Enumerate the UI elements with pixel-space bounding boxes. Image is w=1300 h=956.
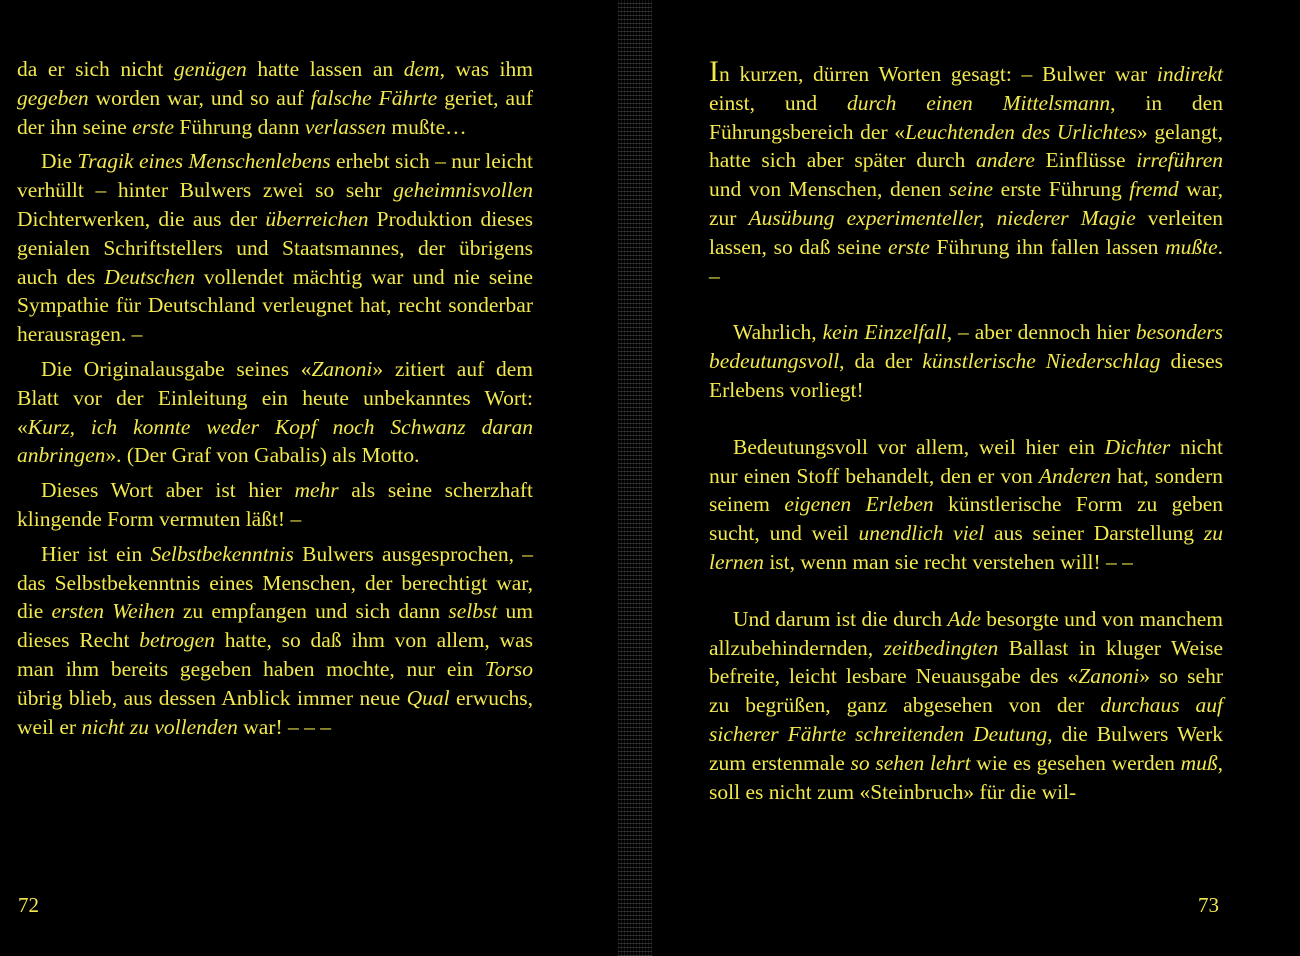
right-page-text — [709, 55, 1224, 834]
emphasis-text: besonders bedeutungsvoll — [709, 320, 1223, 374]
drop-cap: I — [709, 55, 719, 88]
emphasis-text: Ausübung experimenteller, niederer Magie — [748, 205, 1136, 230]
emphasis-text: erste — [888, 234, 930, 259]
emphasis-text: gegeben — [17, 85, 89, 110]
emphasis-text: Zanoni — [311, 356, 373, 381]
left-paragraph: da er sich nicht genügen hatte lassen an dem, was ihm gegeben worden war, und so auf falsche Fährte geriet, auf der ihn seine erste Führung dann verlassen mußte… — [17, 57, 533, 139]
emphasis-text: eigenen Erleben — [784, 492, 934, 517]
emphasis-text: zeitbedingten — [883, 635, 999, 660]
emphasis-text: Torso — [484, 656, 533, 681]
emphasis-text: Anderen — [1038, 463, 1111, 488]
emphasis-text: indirekt — [1156, 62, 1223, 86]
emphasis-text: seine — [948, 177, 994, 202]
left-paragraph: Die Tragik eines Menschenlebens erhebt sich – nur leicht verhüllt – hinter Bulwers zwei so sehr geheimnisvollen Dichterwerken, die aus der überreichen Produktion dieses genialen Schriftstellers und Staatsmannes, der übrigens auch des Deutschen vollendet mächtig war und nie seine Sympathie für Deutschland verleugnet hat, recht sonderbar herausragen. – — [17, 149, 533, 347]
left-paragraph: Hier ist ein Selbstbekenntnis Bulwers ausgesprochen, – das Selbstbekenntnis eines Menschen, der berechtigt war, die ersten Weihen zu empfangen und sich dann selbst um dieses Recht betrogen hatte, so daß ihm von allem, was man ihm bereits gegeben haben mochte, nur ein Torso übrig blieb, aus dessen Anblick immer neue Qual erwuchs, weil er nicht zu vollenden war! – – – — [17, 541, 534, 739]
emphasis-text: irreführen — [1136, 148, 1223, 173]
right-paragraph-body: n kurzen, dürren Worten gesagt: – Bulwer war indirekt einst, und durch einen Mittelsmann, in den Führungsbereich der «Leuchtenden des Urlichtes» gelangt, hatte sich aber später durch andere Einflüsse irreführen und von Menschen, denen seine erste Führung fremd war, zur Ausübung experimenteller, niederer Magie verleiten lassen, so daß seine erste Führung ihn fallen lassen mußte. – — [709, 62, 1223, 288]
emphasis-text: Deutschen — [104, 264, 195, 289]
emphasis-text: Qual — [406, 685, 450, 710]
emphasis-text: fremd — [1129, 177, 1179, 202]
left-paragraph: Die Originalausgabe seines «Zanoni» zitiert auf dem Blatt vor der Einleitung ein heute unbekanntes Wort: «Kurz, ich konnte weder Kopf noch Schwanz daran anbringen». (Der Graf von Gabalis) als Motto. — [17, 356, 533, 468]
emphasis-text: erste — [132, 114, 175, 139]
emphasis-text: mußte — [1165, 234, 1218, 259]
right-paragraph: Wahrlich, kein Einzelfall, – aber dennoch hier besonders bedeutungsvoll, da der künstlerische Niederschlag dieses Erlebens vorliegt! — [709, 320, 1224, 402]
emphasis-text: unendlich viel — [858, 521, 985, 546]
page-number-left: 72 — [18, 893, 39, 917]
emphasis-text: genügen — [173, 57, 247, 81]
emphasis-text: Leuchtenden des Urlichtes — [905, 119, 1137, 144]
emphasis-text: selbst — [448, 599, 498, 624]
left-page — [0, 0, 620, 956]
emphasis-text: Dichter — [1104, 434, 1171, 459]
emphasis-text: Tragik eines Menschenlebens — [77, 149, 331, 174]
emphasis-text: durchaus auf sicherer Fährte schreitenden Deutung — [709, 693, 1224, 746]
emphasis-text: kein Einzelfall — [822, 320, 947, 345]
emphasis-text: falsche Fährte — [310, 85, 438, 110]
emphasis-text: zu lernen — [709, 521, 1223, 574]
right-paragraph — [709, 55, 1223, 290]
left-paragraph: Dieses Wort aber ist hier mehr als seine scherzhaft klingende Form vermuten läßt! – — [17, 478, 534, 531]
emphasis-text: dem — [403, 57, 440, 81]
emphasis-text: Selbstbekenntnis — [150, 541, 294, 566]
emphasis-text: nicht zu vollenden — [81, 714, 238, 739]
emphasis-text: Kurz, ich konnte weder Kopf noch Schwanz daran anbringen — [17, 414, 533, 468]
emphasis-text: ersten Weihen — [51, 599, 175, 624]
emphasis-text: verlassen — [304, 114, 387, 139]
right-paragraph: Und darum ist die durch Ade besorgte und von manchem allzubehindernden, zeitbedingten Ballast in kluger Weise befreite, leicht lesbare Neuausgabe des «Zanoni» so sehr zu begrüßen, ganz abgesehen von der durchaus auf sicherer Fährte schreitenden Deutung, die Bulwers Werk zum erstenmale so sehen lehrt wie es gesehen werden muß, soll es nicht zum «Steinbruch» für die wil- — [709, 606, 1224, 804]
emphasis-text: so sehen lehrt — [850, 750, 971, 775]
page-number-right: 73 — [1198, 893, 1219, 917]
emphasis-text: mehr — [294, 478, 339, 503]
emphasis-text: Zanoni — [1078, 664, 1140, 689]
emphasis-text: geheimnisvollen — [393, 178, 533, 203]
emphasis-text: künstlerische Niederschlag — [922, 349, 1161, 374]
right-page — [660, 0, 1300, 956]
right-paragraph: Bedeutungsvoll vor allem, weil hier ein Dichter nicht nur einen Stoff behandelt, den er von Anderen hat, sondern seinem eigenen Erleben künstlerische Form zu geben sucht, und weil unendlich viel aus seiner Darstellung zu lernen ist, wenn man sie recht verstehen will! – – — [709, 434, 1223, 574]
book-gutter — [618, 0, 652, 956]
emphasis-text: betrogen — [139, 628, 215, 653]
emphasis-text: durch einen Mittelsmann — [846, 90, 1111, 115]
emphasis-text: muß — [1180, 750, 1218, 775]
emphasis-text: Ade — [947, 606, 981, 631]
left-page-text — [17, 55, 533, 747]
emphasis-text: andere — [975, 148, 1035, 173]
emphasis-text: überreichen — [265, 206, 369, 231]
